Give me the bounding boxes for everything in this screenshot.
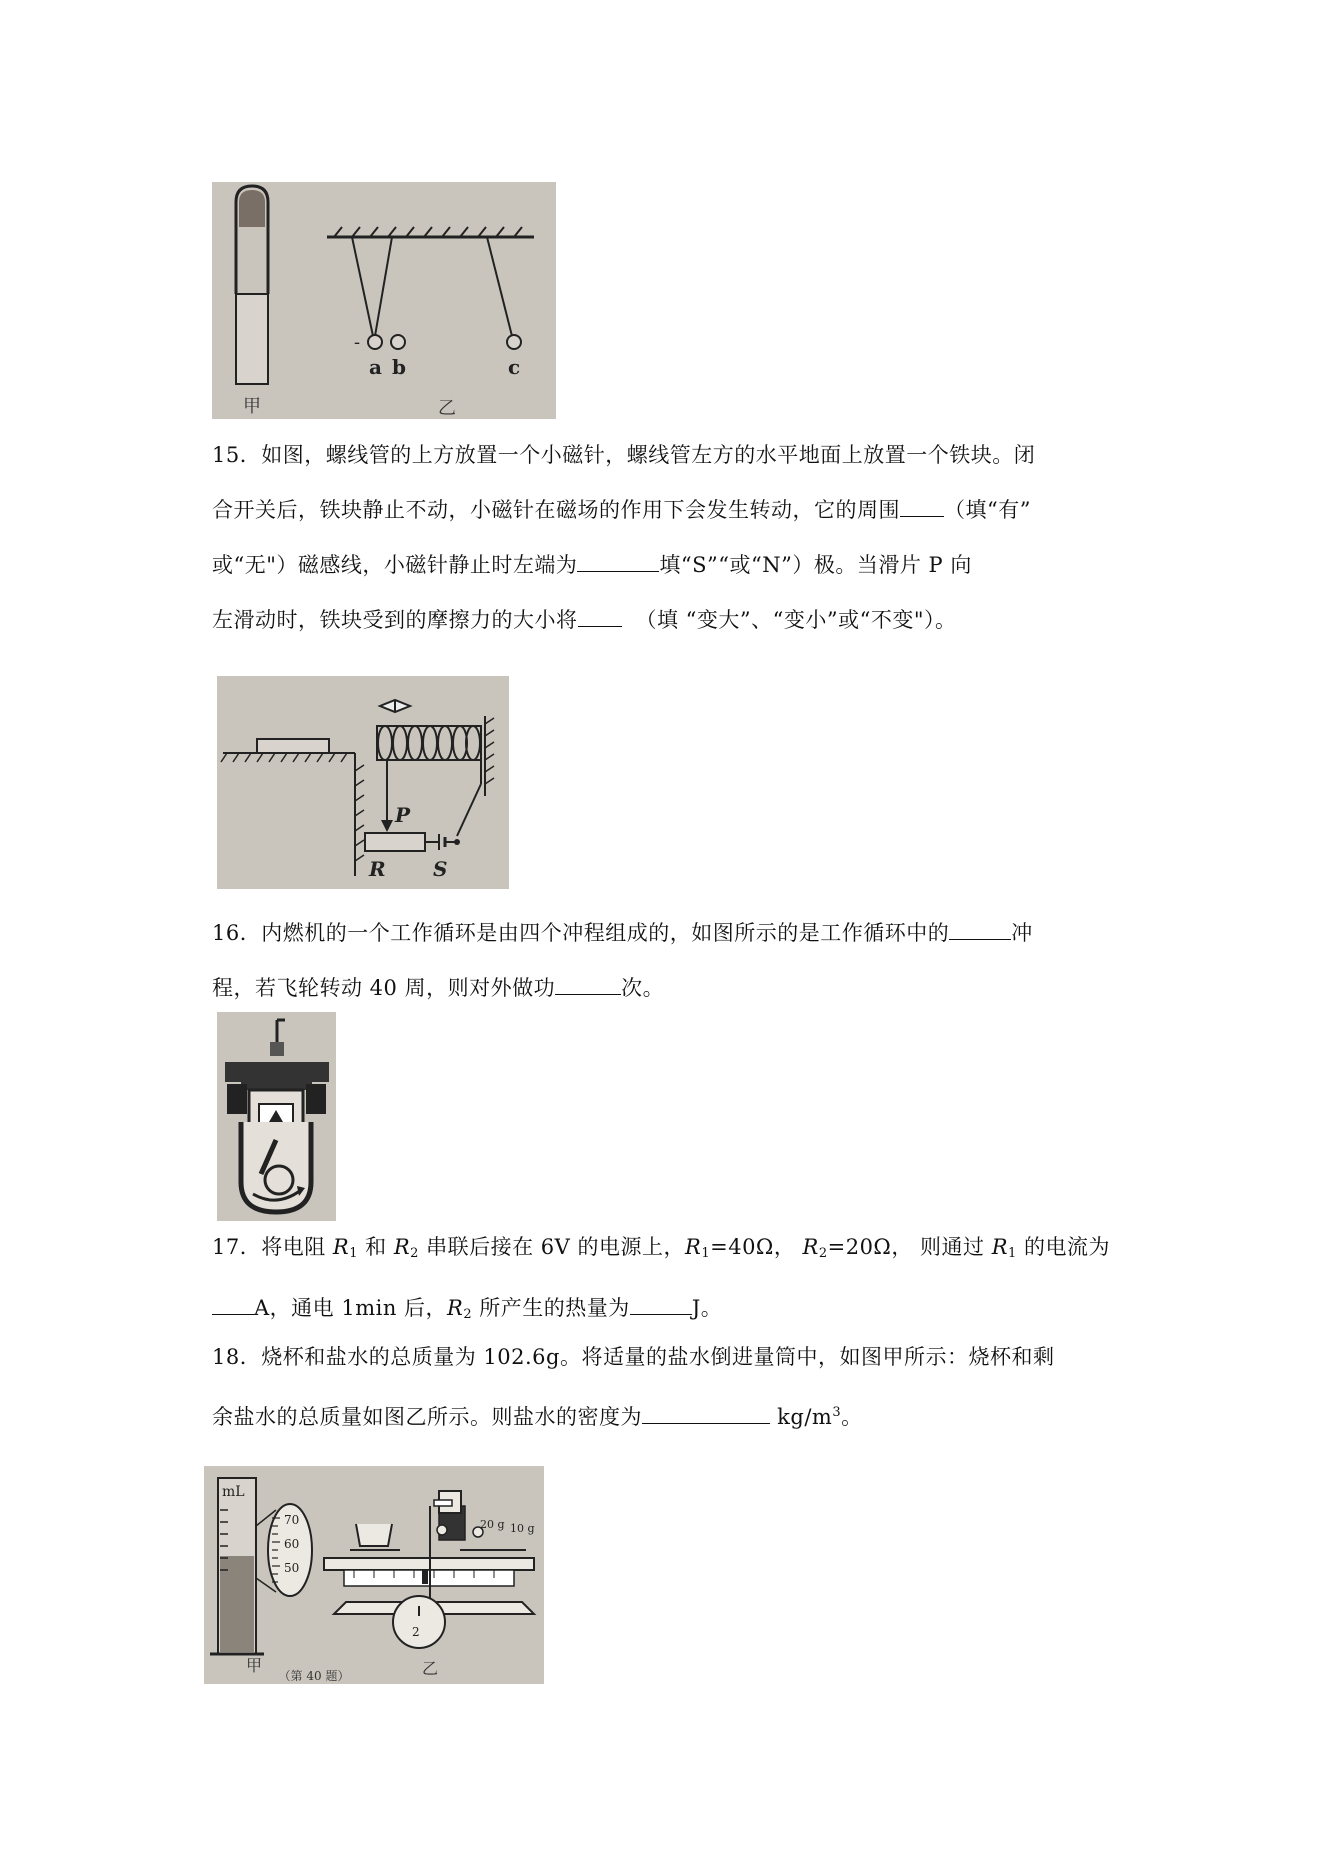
q15-blank-1 — [900, 498, 944, 517]
q16-text: 程，若飞轮转动 40 周，则对外做功 — [212, 976, 556, 1000]
q15-text: 填“S”“或“N”）极。当滑片 P 向 — [659, 553, 972, 577]
fig15-label-s: S — [433, 857, 448, 881]
fig14-label-jia: 甲 — [243, 396, 261, 417]
q17-text: 所产生的热量为 — [472, 1296, 630, 1320]
q18-text: 余盐水的总质量如图乙所示。则盐水的密度为 — [212, 1405, 642, 1429]
question-17 — [212, 1220, 1132, 1342]
q16-line-1 — [212, 906, 1132, 961]
q17-symbol-r: R — [685, 1235, 702, 1259]
figure-q18-drawing — [204, 1466, 544, 1684]
q17-text: 串联后接在 6V 的电源上， — [418, 1235, 686, 1259]
q18-line-1: 18．烧杯和盐水的总质量为 102.6g。将适量的盐水倒进量筒中，如图甲所示：烧杯和剩 — [212, 1345, 1055, 1369]
question-18 — [212, 1330, 1132, 1445]
fig18-tick-50: 50 — [284, 1561, 300, 1575]
q15-text: （填“有” — [944, 498, 1031, 522]
fig18-unit-ml: mL — [222, 1484, 245, 1500]
q17-subscript: 1 — [349, 1246, 358, 1261]
fig15-label-r: R — [369, 857, 386, 881]
q18-line-2 — [212, 1385, 1132, 1445]
q17-subscript: 2 — [463, 1307, 473, 1322]
q18-text: 。 — [841, 1405, 863, 1429]
q17-subscript: 1 — [1008, 1246, 1017, 1261]
question-15 — [212, 428, 1132, 648]
q15-text: （填 “变大”、“变小”或“不变"）。 — [635, 608, 957, 632]
figure-q15 — [217, 676, 509, 889]
q17-blank-1 — [212, 1296, 254, 1315]
q16-text: 冲 — [1011, 921, 1033, 945]
q18-blank-1 — [642, 1405, 770, 1424]
figure-q18 — [204, 1466, 544, 1684]
figure-q14-drawing — [212, 182, 556, 419]
fig18-weight-10g: 10 g — [510, 1522, 535, 1535]
fig14-label-b: b — [392, 355, 406, 379]
q17-text: 17．将电阻 — [212, 1235, 333, 1259]
fig14-minus: - — [354, 332, 361, 353]
fig18-tick-60: 60 — [284, 1537, 300, 1551]
q16-text: 16．内燃机的一个工作循环是由四个冲程组成的，如图所示的是工作循环中的 — [212, 921, 950, 945]
q17-text: A，通电 1min 后， — [254, 1296, 448, 1320]
q15-line-4 — [212, 593, 1132, 648]
q17-text: 的电流为 — [1016, 1235, 1110, 1259]
q17-line-1 — [212, 1220, 1132, 1281]
q15-blank-2 — [577, 553, 659, 572]
q15-text: 合开关后，铁块静止不动，小磁针在磁场的作用下会发生转动，它的周围 — [212, 498, 900, 522]
q18-text: kg/m — [770, 1405, 833, 1429]
q17-blank-2 — [630, 1296, 692, 1315]
fig18-tick-70: 70 — [284, 1513, 300, 1527]
q18-superscript: 3 — [832, 1405, 842, 1420]
q17-subscript: 2 — [410, 1246, 419, 1261]
q17-text: =20Ω， 则通过 — [827, 1235, 992, 1259]
fig18-weight-20g: 20 g — [480, 1518, 505, 1531]
q16-line-2 — [212, 961, 1132, 1016]
q16-blank-2 — [555, 976, 621, 995]
q17-text: J。 — [691, 1296, 723, 1320]
q15-text: 或“无"）磁感线，小磁针静止时左端为 — [212, 553, 578, 577]
fig18-label-jia: 甲 — [245, 1656, 263, 1675]
fig18-caption: （第 40 题） — [278, 1669, 350, 1683]
q17-subscript: 1 — [701, 1246, 711, 1261]
q15-line-3 — [212, 538, 1132, 593]
q15-text: 左滑动时，铁块受到的摩擦力的大小将 — [212, 608, 578, 632]
fig14-label-a: a — [369, 355, 382, 379]
q17-symbol-r: R — [393, 1235, 411, 1259]
figure-q14 — [212, 182, 556, 419]
q17-text: =40Ω， — [710, 1235, 803, 1259]
fig15-label-p: P — [395, 803, 411, 827]
q17-subscript: 2 — [818, 1246, 828, 1261]
fig18-label-yi: 乙 — [421, 1659, 439, 1678]
figure-q16-drawing — [217, 1012, 336, 1221]
fig14-label-yi: 乙 — [438, 398, 456, 419]
q17-symbol-r: R — [447, 1296, 464, 1320]
q15-blank-3 — [578, 608, 622, 627]
fig14-label-c: c — [508, 355, 521, 379]
question-16 — [212, 906, 1132, 1016]
q17-symbol-r: R — [991, 1235, 1009, 1259]
q15-line-1: 15．如图，螺线管的上方放置一个小磁针，螺线管左方的水平地面上放置一个铁块。闭 — [212, 443, 1036, 467]
q17-symbol-r: R — [332, 1235, 350, 1259]
q17-text: 和 — [358, 1235, 394, 1259]
figure-q15-drawing — [217, 676, 509, 889]
figure-q16 — [217, 1012, 336, 1221]
q16-text: 次。 — [621, 976, 665, 1000]
q16-blank-1 — [949, 921, 1011, 940]
svg-text:2: 2 — [412, 1625, 420, 1639]
q15-line-2 — [212, 483, 1132, 538]
q17-symbol-r: R — [802, 1235, 819, 1259]
